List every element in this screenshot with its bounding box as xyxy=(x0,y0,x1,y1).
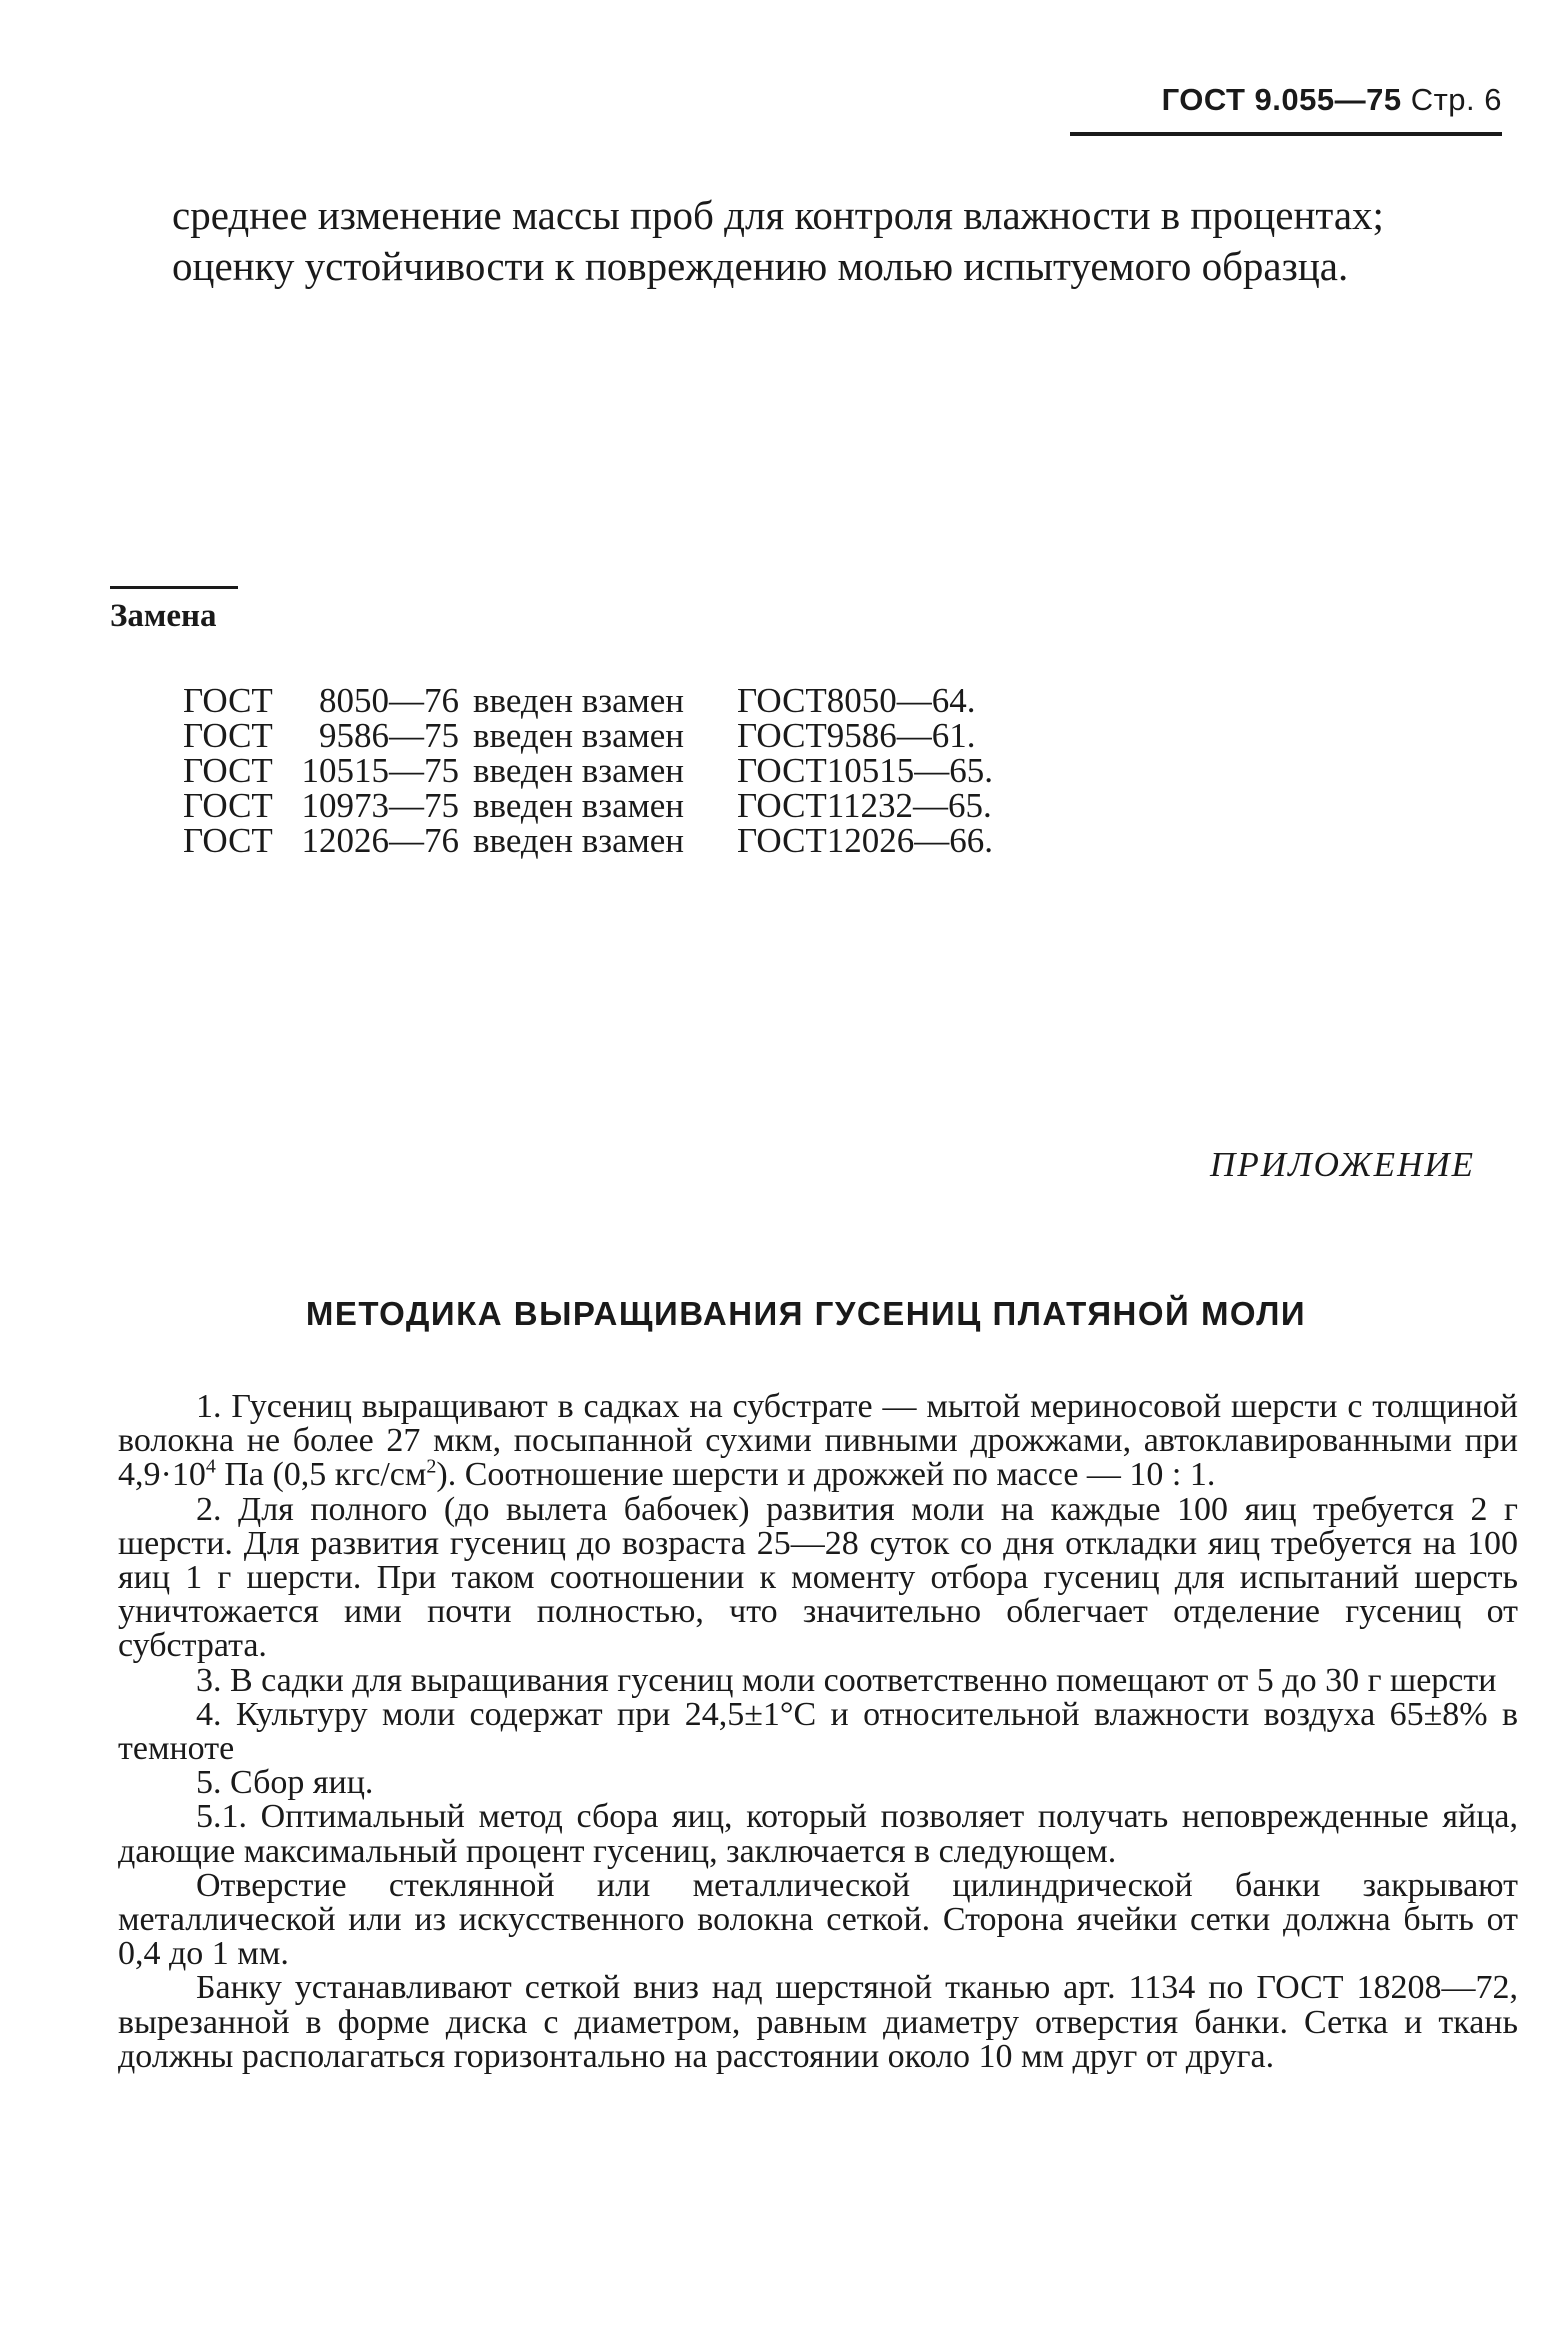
gost-label: ГОСТ xyxy=(183,786,273,825)
paragraph-2: 2. Для полного (до вылета бабочек) развития моли на каждые 100 яиц требуется 2 г шерсти. Для развития гусениц до возраста 25—28 суток со дня откладки яиц требуется на 100 яиц 1 г шерсти. При таком соотношении к моменту отбора гусениц для испытаний шерсть уничтожается ими почти полностью, что значительно облегчает отделение гусениц от субстрата. xyxy=(118,1490,1518,1665)
new-standard: 10515—75 xyxy=(301,751,459,790)
continued-line-2: оценку устойчивости к повреждению молью испытуемого образца. xyxy=(172,243,1349,289)
old-standard: 11232—65. xyxy=(826,786,992,825)
new-standard: 12026—76 xyxy=(301,821,459,860)
paragraph-5-1: 5.1. Оптимальный метод сбора яиц, который позволяет получать неповрежденные яйца, дающие максимальный процент гусениц, заключается в следующем. xyxy=(118,1798,1518,1870)
gost-label: ГОСТ xyxy=(737,821,827,860)
method-title: МЕТОДИКА ВЫРАЩИВАНИЯ ГУСЕНИЦ ПЛАТЯНОЙ МОЛИ xyxy=(305,1295,1307,1332)
continued-line-1: среднее изменение массы проб для контроля влажности в процентах; xyxy=(172,192,1384,238)
paragraph-4: 4. Культуру моли содержат при 24,5±1°С и относительной влажности воздуха 65±8% в темноте xyxy=(118,1695,1518,1768)
replacement-verb: введен взамен xyxy=(473,786,685,825)
gost-label: ГОСТ xyxy=(737,751,827,790)
old-standard: 10515—65. xyxy=(826,751,994,790)
replacement-row xyxy=(183,718,993,753)
replacement-row xyxy=(183,823,993,858)
paragraph-1: 1. Гусениц выращивают в садках на субстрате — мытой мериносовой шерсти с толщиной волокна не более 27 мкм, посыпанной сухими пивными дрожжами, автоклавированными при $4,9\cdot 10^4$ Па (0,5 кгс/$см^2$). Соотношение шерсти и дрожжей по массе — 10 : 1. xyxy=(118,1388,1518,1494)
gost-label: ГОСТ xyxy=(183,751,273,790)
method-body xyxy=(118,1390,1518,2074)
header-rule xyxy=(1070,132,1502,136)
replacement-verb: введен взамен xyxy=(473,821,685,860)
replacement-title: Замена xyxy=(110,598,217,634)
gost-label: ГОСТ xyxy=(183,716,273,755)
header-page-number: Стр. 6 xyxy=(1410,82,1502,117)
old-standard: 8050—64. xyxy=(826,681,976,720)
replacement-verb: введен взамен xyxy=(473,716,685,755)
paragraph-6: Отверстие стеклянной или металлической цилиндрической банки закрывают металлической или из искусственного волокна сеткой. Сторона ячейки сетки должна быть от 0,4 до 1 мм. xyxy=(118,1866,1518,1973)
replacement-list xyxy=(183,683,993,858)
gost-label: ГОСТ xyxy=(183,681,273,720)
gost-label: ГОСТ xyxy=(737,716,827,755)
running-header xyxy=(1070,82,1502,118)
gost-label: ГОСТ xyxy=(737,786,827,825)
paragraph-5: 5. Сбор яиц. xyxy=(196,1764,374,1802)
old-standard: 12026—66. xyxy=(826,821,994,860)
gost-label: ГОСТ xyxy=(183,821,273,860)
appendix-label: ПРИЛОЖЕНИЕ xyxy=(1210,1145,1475,1184)
replacement-row xyxy=(183,788,993,823)
replacement-row xyxy=(183,753,993,788)
replacement-row xyxy=(183,683,993,718)
header-doc-id: ГОСТ 9.055—75 xyxy=(1161,82,1402,117)
new-standard: 9586—75 xyxy=(319,716,459,755)
gost-label: ГОСТ xyxy=(737,681,827,720)
old-standard: 9586—61. xyxy=(826,716,976,755)
replacement-verb: введен взамен xyxy=(473,681,685,720)
paragraph-7: Банку устанавливают сеткой вниз над шерстяной тканью арт. 1134 по ГОСТ 18208—72, вырезанной в форме диска с диаметром, равным диаметру отверстия банки. Сетка и ткань должны располагаться горизонтально на расстоянии около 10 мм друг от друга. xyxy=(118,1969,1518,2075)
new-standard: 10973—75 xyxy=(301,786,459,825)
continued-text xyxy=(110,190,1502,292)
paragraph-3: 3. В садки для выращивания гусениц моли соответственно помещают от 5 до 30 г шерсти xyxy=(196,1661,1497,1699)
new-standard: 8050—76 xyxy=(319,681,459,720)
replacement-rule xyxy=(110,586,238,589)
replacement-verb: введен взамен xyxy=(473,751,685,790)
